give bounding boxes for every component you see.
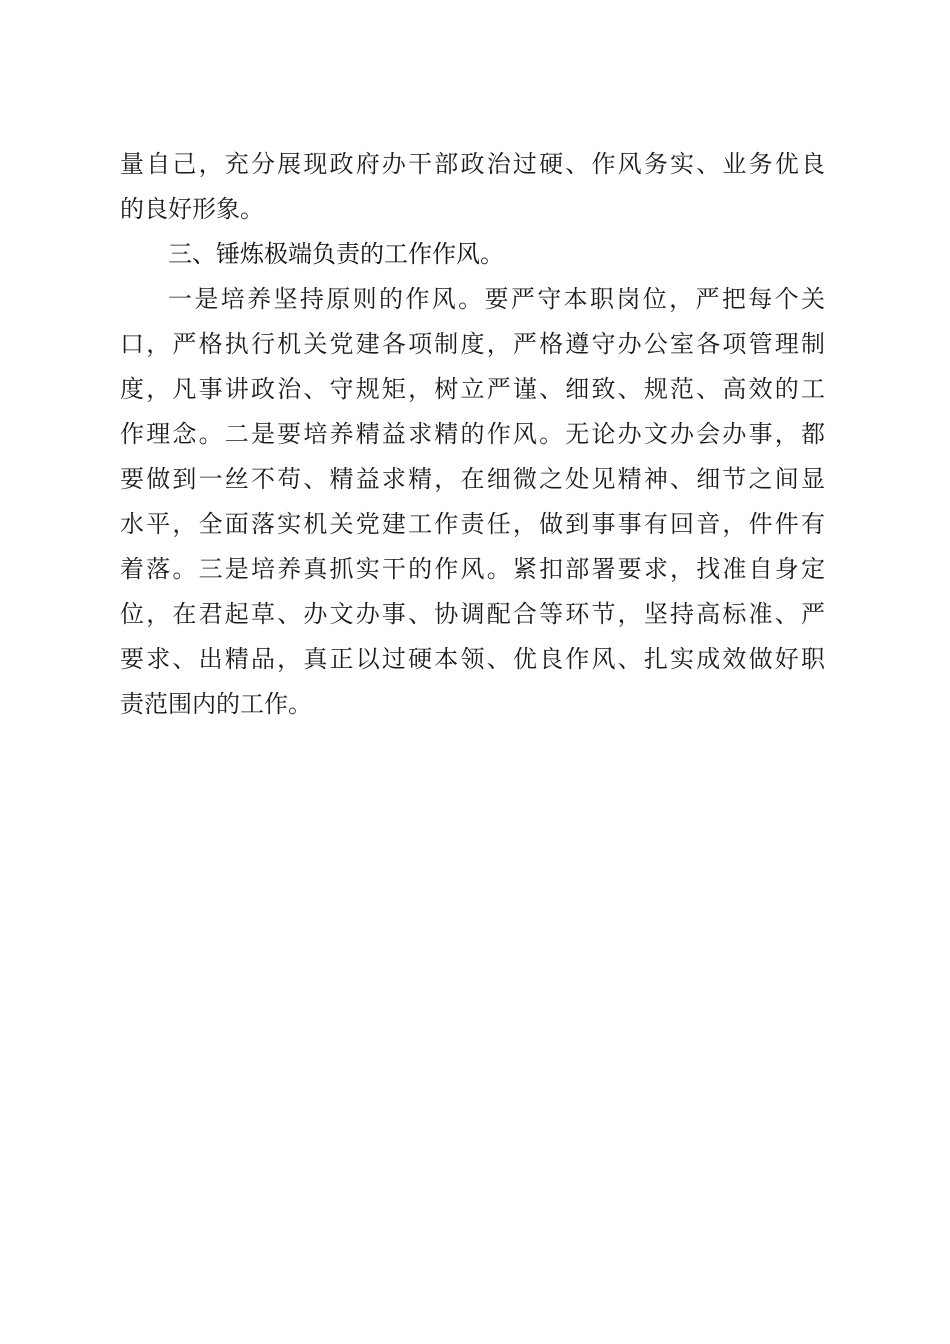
paragraph-line: 的良好形象。 xyxy=(120,195,264,223)
section-heading: 三、锤炼极端负责的工作作风。 xyxy=(168,240,504,268)
paragraph-line: 水平，全面落实机关党建工作责任，做到事事有回音，件件有 xyxy=(120,510,825,538)
paragraph-line: 量自己，充分展现政府办干部政治过硬、作风务实、业务优良 xyxy=(120,150,825,178)
document-body xyxy=(120,142,825,727)
paragraph-line: 要做到一丝不苟、精益求精，在细微之处见精神、细节之间显 xyxy=(120,465,825,493)
paragraph-line: 要求、出精品，真正以过硬本领、优良作风、扎实成效做好职 xyxy=(120,645,825,673)
paragraph-line: 着落。三是培养真抓实干的作风。紧扣部署要求，找准自身定 xyxy=(120,555,825,583)
paragraph-line: 位，在君起草、办文办事、协调配合等环节，坚持高标准、严 xyxy=(120,600,825,628)
paragraph-line: 责范围内的工作。 xyxy=(120,690,312,718)
paragraph-line: 度，凡事讲政治、守规矩，树立严谨、细致、规范、高效的工 xyxy=(120,375,825,403)
paragraph-line: 作理念。二是要培养精益求精的作风。无论办文办会办事，都 xyxy=(120,420,825,448)
paragraph-line: 口，严格执行机关党建各项制度，严格遵守办公室各项管理制 xyxy=(120,330,825,358)
paragraph-line: 一是培养坚持原则的作风。要严守本职岗位，严把每个关 xyxy=(168,285,825,313)
